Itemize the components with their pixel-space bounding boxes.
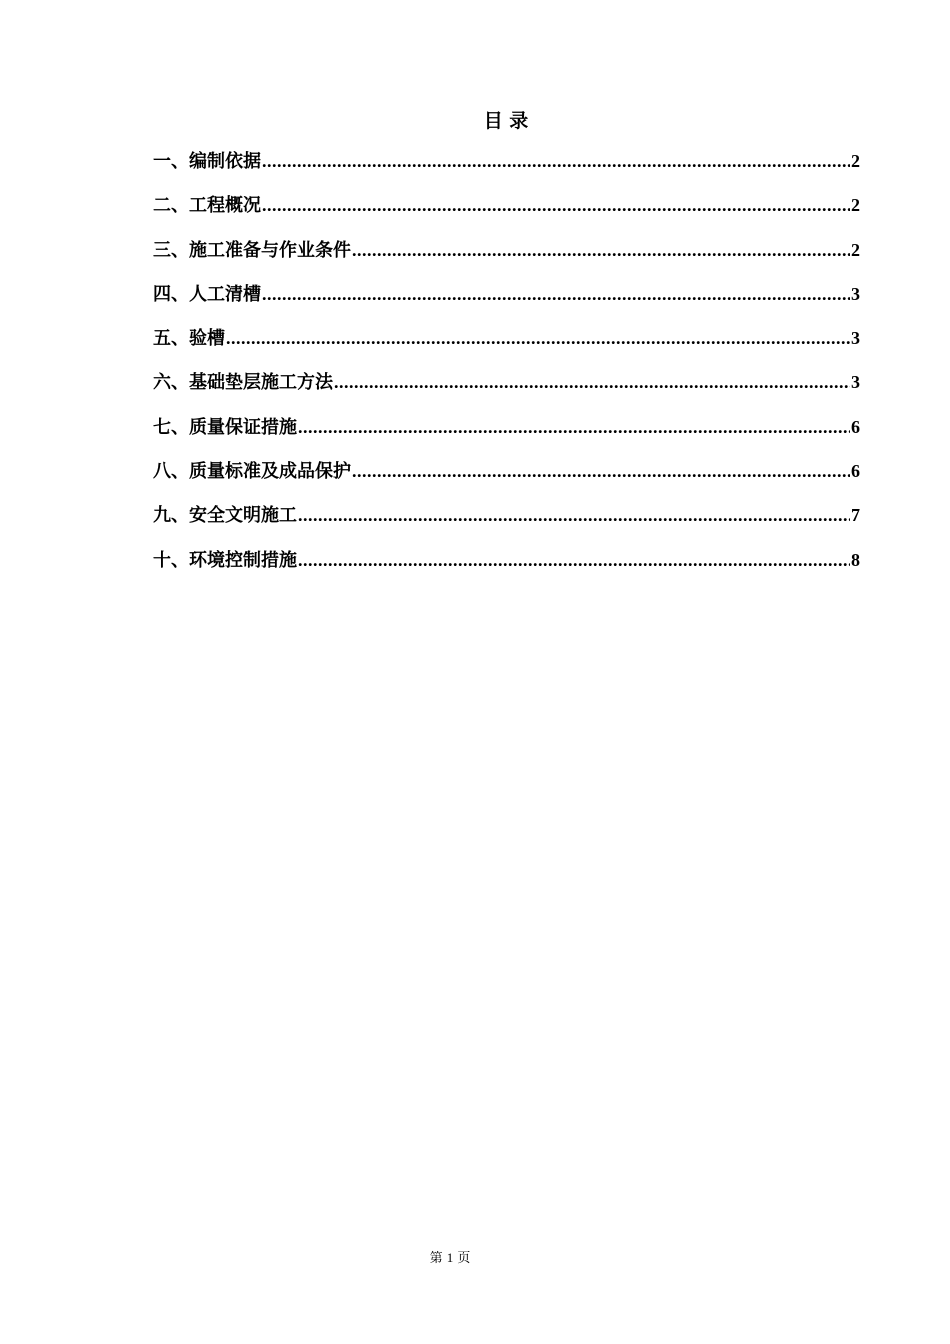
page-footer [0, 1247, 900, 1266]
toc-entry-label: 五、验槽 [153, 328, 225, 350]
toc-entry-page: 6 [851, 461, 860, 482]
toc-entry[interactable] [153, 502, 860, 546]
toc-entry[interactable] [153, 369, 860, 413]
toc-entry-page: 7 [851, 505, 860, 526]
toc-entry-page: 3 [851, 283, 860, 304]
toc-entry[interactable] [153, 281, 860, 325]
toc-entry-label: 十、环境控制措施 [153, 549, 297, 571]
toc-dot-leader [262, 281, 850, 307]
toc-dot-leader [352, 237, 850, 263]
footer-prefix: 第 [429, 1251, 443, 1266]
toc-dot-leader [334, 369, 850, 395]
toc-dot-leader [352, 458, 850, 484]
toc-list [153, 148, 860, 591]
toc-entry-page: 2 [851, 195, 860, 216]
toc-entry-label: 九、安全文明施工 [153, 505, 297, 527]
toc-entry-page: 3 [851, 328, 860, 349]
toc-dot-leader [262, 192, 850, 218]
toc-entry-label: 八、质量标准及成品保护 [153, 461, 351, 483]
toc-dot-leader [298, 414, 850, 440]
toc-entry[interactable] [153, 192, 860, 236]
toc-entry-page: 3 [851, 372, 860, 393]
toc-dot-leader [298, 502, 850, 528]
toc-entry-label: 一、编制依据 [153, 151, 261, 172]
toc-entry[interactable] [153, 148, 860, 192]
toc-dot-leader [226, 325, 850, 351]
toc-entry[interactable] [153, 414, 860, 458]
toc-dot-leader [298, 547, 850, 573]
toc-entry-page: 2 [851, 151, 860, 171]
footer-suffix: 页 [457, 1251, 471, 1266]
toc-entry[interactable] [153, 458, 860, 502]
toc-title: 目 录 [483, 110, 529, 132]
toc-entry-label: 七、质量保证措施 [153, 416, 297, 438]
toc-entry-page: 6 [851, 416, 860, 437]
toc-entry-label: 二、工程概况 [153, 195, 261, 217]
toc-entry[interactable] [153, 325, 860, 369]
toc-entry-label: 六、基础垫层施工方法 [153, 372, 333, 394]
toc-entry[interactable] [153, 547, 860, 591]
toc-dot-leader [262, 148, 850, 174]
toc-entry-page: 8 [851, 549, 860, 570]
toc-entry[interactable] [153, 237, 860, 281]
toc-entry-page: 2 [851, 239, 860, 260]
toc-entry-label: 四、人工清槽 [153, 283, 261, 305]
toc-entry-label: 三、施工准备与作业条件 [153, 239, 351, 261]
footer-page-number: 1 [446, 1250, 454, 1265]
